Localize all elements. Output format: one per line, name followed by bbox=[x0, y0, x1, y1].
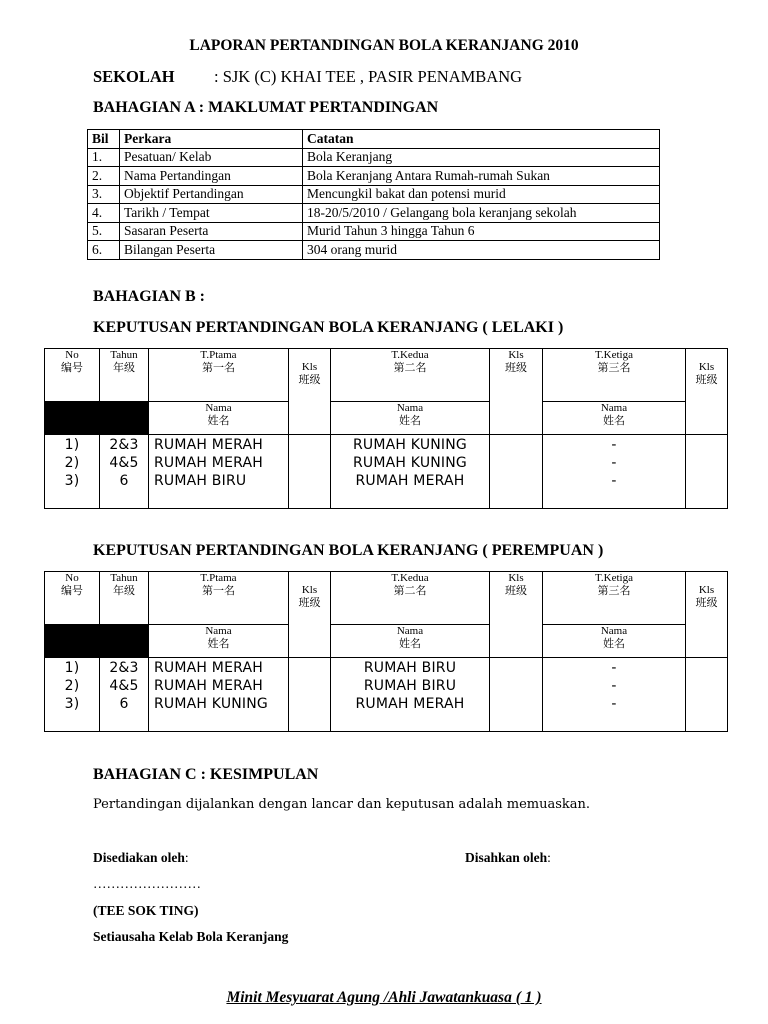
cell-perkara: Bilangan Peserta bbox=[120, 241, 303, 260]
header-kls: Kls 班级 bbox=[289, 349, 331, 435]
cell-kls bbox=[490, 658, 543, 732]
cell-second: RUMAH KUNING RUMAH KUNING RUMAH MERAH bbox=[331, 435, 490, 509]
cell-third: - - - bbox=[543, 435, 686, 509]
cell-first: RUMAH MERAH RUMAH MERAH RUMAH BIRU bbox=[149, 435, 289, 509]
report-title: LAPORAN PERTANDINGAN BOLA KERANJANG 2010 bbox=[189, 37, 579, 54]
girls-results-heading: KEPUTUSAN PERTANDINGAN BOLA KERANJANG ( PEREMPUAN ) bbox=[93, 542, 604, 559]
cell-catatan: Mencungkil bakat dan potensi murid bbox=[303, 185, 660, 204]
header-second: T.Kedua 第二名 bbox=[331, 572, 490, 625]
signature-dots: …………………… bbox=[93, 876, 201, 891]
school-value: : SJK (C) KHAI TEE , PASIR PENAMBANG bbox=[214, 67, 523, 86]
cell-no: 1) 2) 3) bbox=[45, 658, 100, 732]
header-no: No 编号 bbox=[45, 572, 100, 625]
header-nama: Nama 姓名 bbox=[543, 402, 686, 435]
approved-by-label: Disahkan oleh bbox=[465, 850, 548, 865]
cell-perkara: Objektif Pertandingan bbox=[120, 185, 303, 204]
school-line bbox=[93, 67, 522, 87]
cell-bil: 6. bbox=[88, 241, 120, 260]
black-cell bbox=[45, 402, 100, 435]
header-nama: Nama 姓名 bbox=[331, 402, 490, 435]
info-table bbox=[87, 129, 660, 260]
prepared-by bbox=[93, 850, 189, 866]
header-no: No 编号 bbox=[45, 349, 100, 402]
section-b-heading: BAHAGIAN B : bbox=[93, 288, 206, 305]
table-row bbox=[45, 658, 728, 732]
header-nama: Nama 姓名 bbox=[149, 625, 289, 658]
section-c-heading: BAHAGIAN C : KESIMPULAN bbox=[93, 766, 319, 783]
cell-first: RUMAH MERAH RUMAH MERAH RUMAH KUNING bbox=[149, 658, 289, 732]
header-kls: Kls 班级 bbox=[490, 572, 543, 658]
signatory-position: Setiausaha Kelab Bola Keranjang bbox=[93, 929, 289, 944]
cell-perkara: Sasaran Peserta bbox=[120, 222, 303, 241]
black-cell bbox=[45, 625, 100, 658]
table-row bbox=[88, 204, 660, 223]
header-kls: Kls 班级 bbox=[490, 349, 543, 435]
cell-bil: 1. bbox=[88, 148, 120, 167]
girls-results-table bbox=[44, 571, 728, 732]
footer-title: Minit Mesyuarat Agung /Ahli Jawatankuasa ( 1 ) bbox=[226, 989, 542, 1006]
approved-by bbox=[465, 850, 551, 866]
header-first: T.Ptama 第一名 bbox=[149, 572, 289, 625]
prepared-by-label: Disediakan oleh bbox=[93, 850, 185, 865]
cell-catatan: 304 orang murid bbox=[303, 241, 660, 260]
header-nama: Nama 姓名 bbox=[543, 625, 686, 658]
section-a-heading: BAHAGIAN A : MAKLUMAT PERTANDINGAN bbox=[93, 99, 439, 116]
cell-bil: 3. bbox=[88, 185, 120, 204]
cell-third: - - - bbox=[543, 658, 686, 732]
cell-no: 1) 2) 3) bbox=[45, 435, 100, 509]
header-second: T.Kedua 第二名 bbox=[331, 349, 490, 402]
boys-results-table bbox=[44, 348, 728, 509]
header-kls: Kls 班级 bbox=[686, 349, 728, 435]
header-bil: Bil bbox=[88, 130, 120, 149]
header-first: T.Ptama 第一名 bbox=[149, 349, 289, 402]
cell-kls bbox=[289, 658, 331, 732]
table-row bbox=[88, 222, 660, 241]
cell-kls bbox=[686, 658, 728, 732]
approved-by-colon: : bbox=[547, 850, 551, 865]
cell-second: RUMAH BIRU RUMAH BIRU RUMAH MERAH bbox=[331, 658, 490, 732]
prepared-by-colon: : bbox=[184, 850, 189, 865]
black-cell bbox=[100, 625, 149, 658]
cell-catatan: Bola Keranjang bbox=[303, 148, 660, 167]
cell-catatan: Bola Keranjang Antara Rumah-rumah Sukan bbox=[303, 167, 660, 186]
cell-bil: 2. bbox=[88, 167, 120, 186]
header-perkara: Perkara bbox=[120, 130, 303, 149]
header-catatan: Catatan bbox=[303, 130, 660, 149]
cell-tahun: 2&3 4&5 6 bbox=[100, 435, 149, 509]
header-kls: Kls 班级 bbox=[686, 572, 728, 658]
cell-kls bbox=[490, 435, 543, 509]
table-row bbox=[88, 185, 660, 204]
cell-bil: 5. bbox=[88, 222, 120, 241]
info-table-header bbox=[88, 130, 660, 149]
cell-kls bbox=[289, 435, 331, 509]
header-third: T.Ketiga 第三名 bbox=[543, 349, 686, 402]
cell-bil: 4. bbox=[88, 204, 120, 223]
signatory-name: (TEE SOK TING) bbox=[93, 903, 199, 918]
cell-kls bbox=[686, 435, 728, 509]
header-kls: Kls 班级 bbox=[289, 572, 331, 658]
table-row bbox=[88, 241, 660, 260]
cell-perkara: Pesatuan/ Kelab bbox=[120, 148, 303, 167]
cell-catatan: Murid Tahun 3 hingga Tahun 6 bbox=[303, 222, 660, 241]
header-tahun: Tahun 年级 bbox=[100, 572, 149, 625]
header-nama: Nama 姓名 bbox=[149, 402, 289, 435]
table-row bbox=[88, 167, 660, 186]
header-third: T.Ketiga 第三名 bbox=[543, 572, 686, 625]
table-row bbox=[45, 435, 728, 509]
table-row bbox=[88, 148, 660, 167]
cell-perkara: Tarikh / Tempat bbox=[120, 204, 303, 223]
cell-catatan: 18-20/5/2010 / Gelangang bola keranjang sekolah bbox=[303, 204, 660, 223]
conclusion-text: Pertandingan dijalankan dengan lancar dan keputusan adalah memuaskan. bbox=[93, 797, 591, 812]
boys-results-heading: KEPUTUSAN PERTANDINGAN BOLA KERANJANG ( LELAKI ) bbox=[93, 319, 564, 336]
school-label: SEKOLAH bbox=[93, 67, 175, 86]
header-nama: Nama 姓名 bbox=[331, 625, 490, 658]
cell-perkara: Nama Pertandingan bbox=[120, 167, 303, 186]
black-cell bbox=[100, 402, 149, 435]
cell-tahun: 2&3 4&5 6 bbox=[100, 658, 149, 732]
header-tahun: Tahun 年级 bbox=[100, 349, 149, 402]
